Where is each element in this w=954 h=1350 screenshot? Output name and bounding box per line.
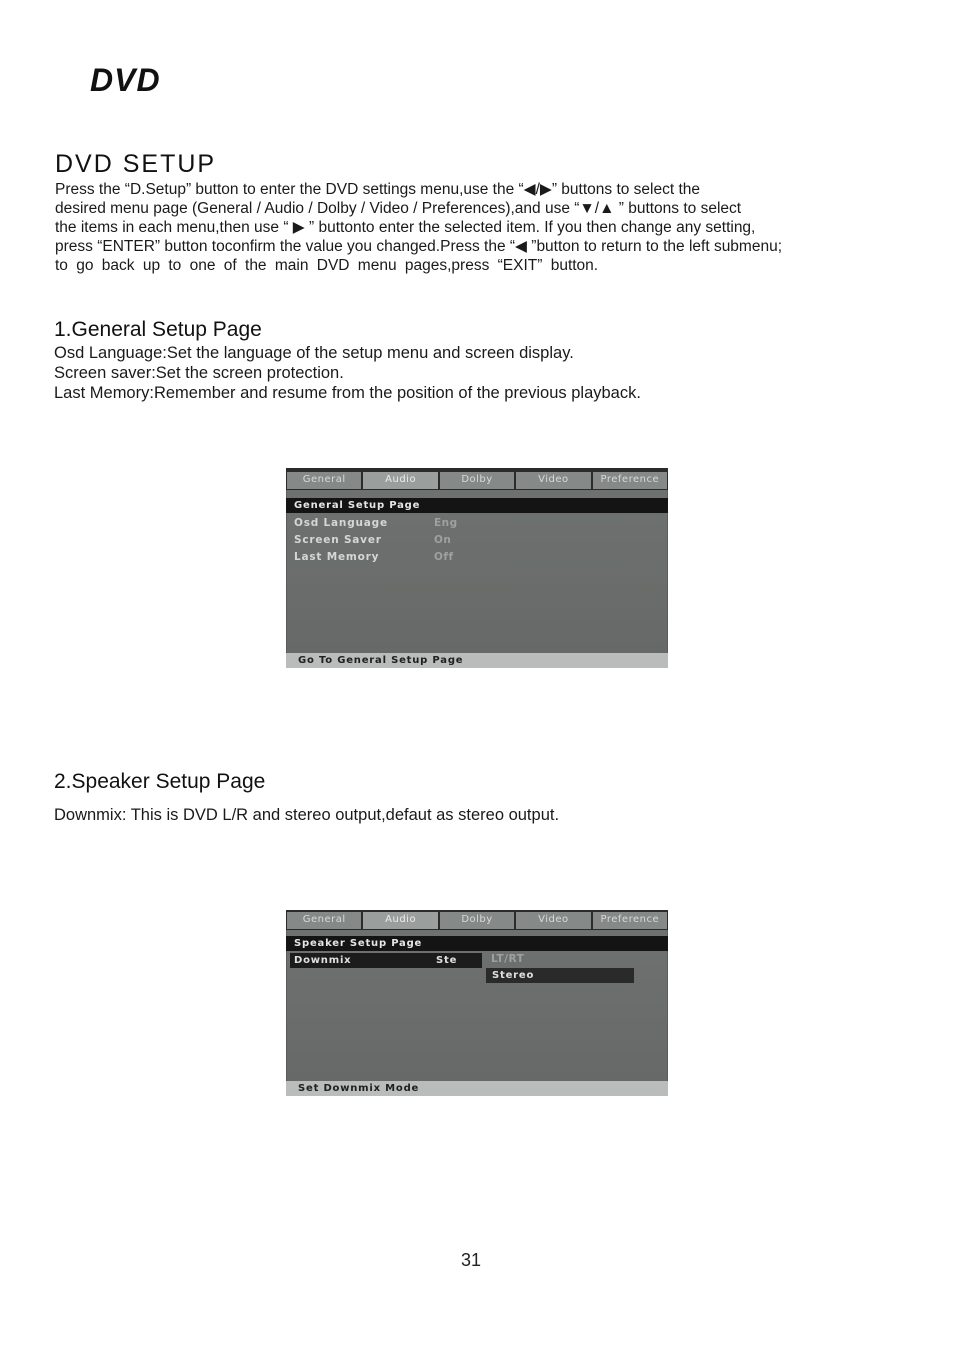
setup-line: press “ENTER” button toconfirm the value you changed.Press the “◀ ”button to return to the left submenu; <box>55 238 783 255</box>
osd-tab-audio: Audio <box>363 472 437 489</box>
osd-tab-dolby: Dolby <box>440 912 514 929</box>
osd-page-title: Speaker Setup Page <box>286 936 668 951</box>
page-number: 31 <box>460 1250 482 1270</box>
osd-tab-preference: Preference <box>593 912 667 929</box>
osd-row-value: Ste <box>436 955 458 966</box>
general-description <box>54 343 641 403</box>
osd-option-ltrt: LT/RT <box>491 953 525 965</box>
setup-line: desired menu page (General / Audio / Dolby / Video / Preferences),and use “▼/▲ ” buttons to select <box>55 200 742 217</box>
osd-tab-general: General <box>287 472 361 489</box>
setup-paragraph <box>55 180 935 275</box>
general-line: Osd Language:Set the language of the setup menu and screen display. <box>54 344 574 362</box>
setup-line: to go back up to one of the main DVD menu pages,press “EXIT” button. <box>55 257 599 274</box>
osd-downmix-row <box>290 953 482 968</box>
general-line: Last Memory:Remember and resume from the position of the previous playback. <box>54 384 641 402</box>
speaker-description <box>54 805 559 825</box>
osd-tab-bar <box>286 910 668 930</box>
osd-page-title: General Setup Page <box>286 498 668 513</box>
heading-speaker-setup: 2.Speaker Setup Page <box>54 770 266 793</box>
osd-row-label: Last Memory <box>294 551 380 563</box>
brand-title: DVD <box>90 62 161 98</box>
speaker-line: Downmix: This is DVD L/R and stereo output,defaut as stereo output. <box>54 806 560 824</box>
osd-tab-dolby: Dolby <box>440 472 514 489</box>
osd-row-value: On <box>434 534 452 546</box>
heading-general-setup: 1.General Setup Page <box>54 318 262 341</box>
setup-line: Press the “D.Setup” button to enter the DVD settings menu,use the “◀/▶” buttons to select the <box>55 181 701 198</box>
osd-tab-audio: Audio <box>363 912 437 929</box>
osd-speaker-setup-screenshot <box>286 910 668 1096</box>
osd-tab-video: Video <box>516 912 590 929</box>
osd-general-setup-screenshot <box>286 468 668 668</box>
osd-row-label: Screen Saver <box>294 534 382 546</box>
osd-tab-preference: Preference <box>593 472 667 489</box>
section-title-dvd-setup: DVD SETUP <box>55 150 217 178</box>
general-line: Screen saver:Set the screen protection. <box>54 364 344 382</box>
osd-status-bar: Go To General Setup Page <box>286 653 668 668</box>
osd-row-label: Osd Language <box>294 517 388 529</box>
osd-status-bar: Set Downmix Mode <box>286 1081 668 1096</box>
osd-tab-video: Video <box>516 472 590 489</box>
osd-tab-bar <box>286 468 668 490</box>
setup-line: the items in each menu,then use “ ▶ ” buttonto enter the selected item. If you then change any setting, <box>55 219 756 236</box>
osd-row-label: Downmix <box>294 955 352 966</box>
osd-tab-general: General <box>287 912 361 929</box>
osd-row-value: Eng <box>434 517 458 529</box>
osd-row-value: Off <box>434 551 454 563</box>
osd-option-stereo: Stereo <box>486 968 634 983</box>
